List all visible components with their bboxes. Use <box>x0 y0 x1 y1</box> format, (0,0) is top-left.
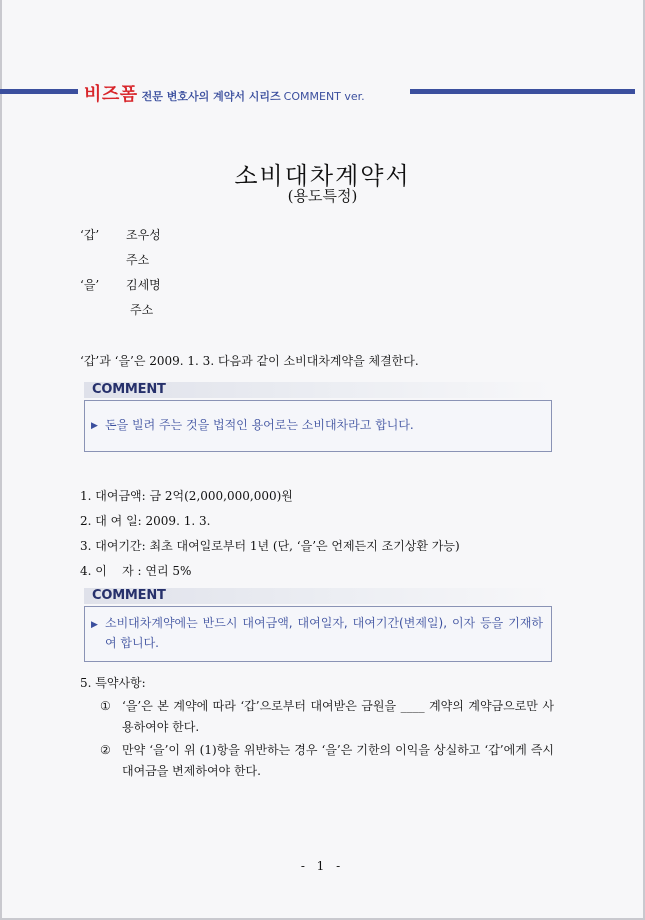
header-rule-right <box>410 89 635 94</box>
term-loan-date: 2. 대 여 일: 2009. 1. 3. <box>80 514 211 528</box>
party-eul-label: ‘을’ <box>80 278 100 292</box>
special-term-number: ② <box>100 743 111 757</box>
party-gap-address: 주소 <box>126 253 150 267</box>
brand-logo: 비즈폼 <box>84 84 138 105</box>
party-gap-label: ‘갑’ <box>80 228 100 242</box>
party-eul-address: 주소 <box>130 303 154 317</box>
special-term-text: ‘을’은 본 계약에 따라 ‘갑’으로부터 대여받은 금원을 ____ 계약의 계약금으로만 사용하여야 한다. <box>122 699 554 734</box>
triangle-right-icon: ▶ <box>91 421 98 431</box>
header-series-title: 전문 변호사의 계약서 시리즈 <box>141 90 281 103</box>
comment-box-1 <box>84 400 552 452</box>
contract-intro: ‘갑’과 ‘을’은 2009. 1. 3. 다음과 같이 소비대차계약을 체결한다. <box>80 354 419 368</box>
comment-label: COMMENT <box>92 588 166 603</box>
header-banner <box>0 80 645 105</box>
header-rule-left <box>0 89 78 94</box>
special-term-item <box>92 696 554 738</box>
party-eul-name: 김세명 <box>126 278 161 292</box>
document-subtitle: (용도특정) <box>287 187 358 205</box>
special-term-text: 만약 ‘을’이 위 (1)항을 위반하는 경우 ‘을’은 기한의 이익을 상실하고 ‘갑’에게 즉시 대여금을 변제하여야 한다. <box>122 743 554 778</box>
party-gap-name: 조우성 <box>126 228 161 242</box>
comment-box-2 <box>84 606 552 662</box>
comment-text-2: 소비대차계약에는 반드시 대여금액, 대여일자, 대여기간(변제일), 이자 등을 기재하여 합니다. <box>105 616 543 650</box>
header-text <box>84 80 365 106</box>
special-term-item <box>92 740 554 782</box>
term-loan-period: 3. 대여기간: 최초 대여일로부터 1년 (단, ‘을’은 언제든지 조기상환 가능) <box>80 539 460 553</box>
term-interest: 4. 이 자 : 연리 5% <box>80 564 192 578</box>
special-terms-heading: 5. 특약사항: <box>80 676 146 690</box>
comment-text-1: 돈을 빌려 주는 것을 법적인 용어로는 소비대차라고 합니다. <box>105 418 414 432</box>
triangle-right-icon: ▶ <box>91 620 98 630</box>
term-amount: 1. 대여금액: 금 2억(2,000,000,000)원 <box>80 489 293 503</box>
header-version: COMMENT ver. <box>283 90 365 103</box>
page-number: - 1 - <box>300 859 345 873</box>
comment-label: COMMENT <box>92 382 166 397</box>
document-title: 소비대차계약서 <box>234 162 411 190</box>
special-term-number: ① <box>100 699 111 713</box>
page-border-left <box>0 0 2 920</box>
